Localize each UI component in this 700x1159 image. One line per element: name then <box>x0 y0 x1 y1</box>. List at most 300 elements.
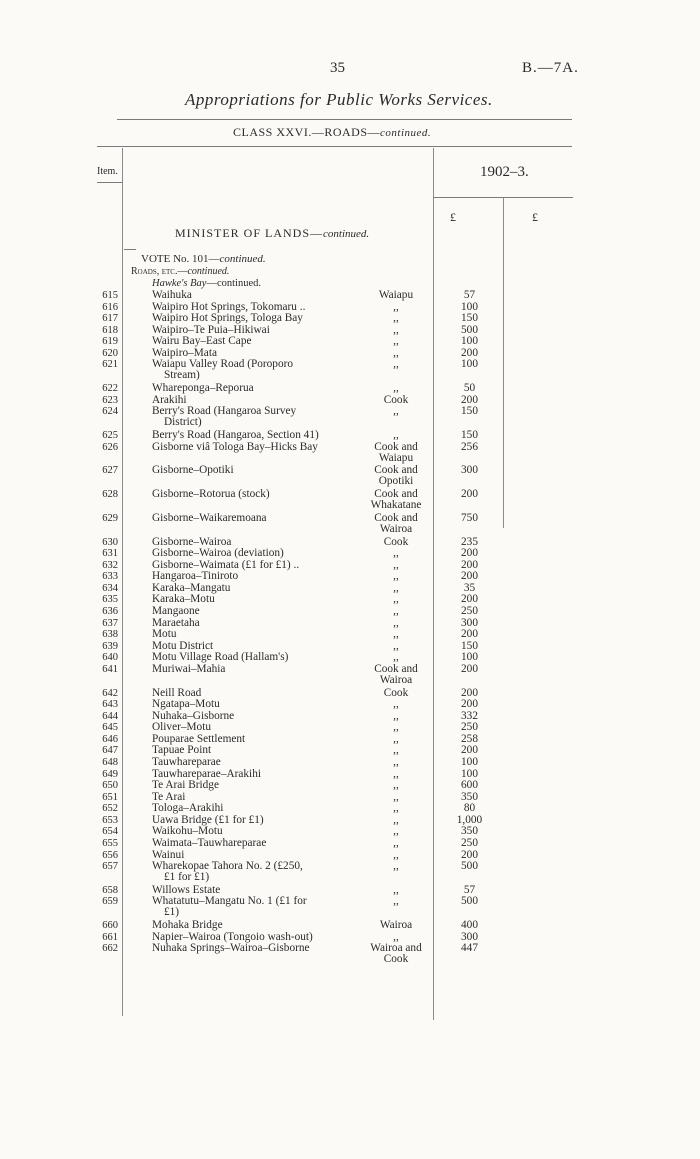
road-name-line: Waihuka <box>152 289 192 301</box>
item-number: 655 <box>102 837 118 849</box>
amount: 400 <box>461 919 478 932</box>
county-line: Cook <box>383 686 409 699</box>
road-name <box>152 302 344 313</box>
road-name-line: Karaka–Mangatu <box>152 581 231 594</box>
county-line: ,, <box>393 767 399 780</box>
amount: 80 <box>463 802 476 815</box>
road-name <box>152 711 344 722</box>
item-number: 630 <box>102 536 118 548</box>
county-line: ,, <box>393 581 399 594</box>
county-line: ,, <box>393 860 399 873</box>
header-top-rule <box>97 146 572 147</box>
county-line: ,, <box>393 639 399 652</box>
county <box>360 325 432 336</box>
road-name <box>152 336 344 347</box>
county <box>360 734 432 745</box>
item-number: 660 <box>102 920 118 932</box>
item-number: 637 <box>102 617 118 629</box>
county-continuation: Opotiki <box>378 475 414 488</box>
amount: 350 <box>461 790 478 803</box>
road-name <box>152 359 344 381</box>
road-name-continuation: District) <box>164 416 202 429</box>
item-number: 643 <box>102 699 118 711</box>
amount: 500 <box>461 895 478 908</box>
amount: 50 <box>463 382 476 395</box>
road-name-line: Whareponga–Reporua <box>152 382 254 395</box>
county <box>360 594 432 605</box>
county <box>360 583 432 594</box>
item-header-rule <box>97 182 122 183</box>
amount: 250 <box>461 604 478 617</box>
section-heading <box>175 226 369 241</box>
county <box>360 920 432 931</box>
county <box>360 548 432 559</box>
road-name <box>152 290 344 301</box>
county <box>360 688 432 699</box>
class-label-suffix: continued. <box>380 127 432 139</box>
county-line: ,, <box>393 628 399 641</box>
county <box>360 618 432 629</box>
amount: 200 <box>461 393 478 406</box>
class-heading <box>233 125 431 140</box>
county-line: ,, <box>393 358 399 371</box>
county-line: ,, <box>393 756 399 768</box>
amount: 200 <box>461 547 478 560</box>
road-name-line: Karaka–Motu <box>152 593 215 606</box>
vote-underline-stub <box>124 249 136 250</box>
county-line: ,, <box>393 570 399 583</box>
road-name <box>152 442 344 453</box>
county <box>360 313 432 324</box>
county-line: Cook and <box>374 662 418 675</box>
item-number: 656 <box>102 849 118 861</box>
road-name <box>152 606 344 617</box>
amount: 447 <box>461 942 478 955</box>
road-name-line: Ngatapa–Motu <box>152 698 220 711</box>
item-number: 639 <box>102 640 118 652</box>
road-name-line: Motu Village Road (Hallam's) <box>152 651 289 664</box>
county <box>360 336 432 347</box>
road-name <box>152 406 344 428</box>
amount: 100 <box>461 756 478 768</box>
item-number: 651 <box>102 791 118 803</box>
road-name <box>152 489 344 500</box>
item-number: 635 <box>102 594 118 606</box>
road-name-line: Pouparae Settlement <box>152 732 246 745</box>
amount: 300 <box>461 930 478 943</box>
road-name-line: Mangaone <box>152 604 200 617</box>
amount-column-divider <box>433 148 434 1020</box>
amount: 57 <box>463 883 476 896</box>
county <box>360 606 432 617</box>
road-name <box>152 618 344 629</box>
road-name <box>152 861 344 883</box>
item-number: 636 <box>102 605 118 617</box>
amount: 200 <box>461 558 478 571</box>
amount: 300 <box>461 464 478 477</box>
item-column-divider <box>122 148 123 1016</box>
road-name-continuation: £1 for £1) <box>164 871 210 884</box>
item-number: 647 <box>102 745 118 757</box>
county <box>360 896 432 907</box>
item-number: 618 <box>102 324 118 336</box>
road-name-line: Hangaroa–Tiniroto <box>152 570 239 583</box>
road-name-line: Tauwhareparae–Arakihi <box>152 767 261 780</box>
road-name <box>152 932 344 943</box>
county-continuation: Wairoa <box>379 673 413 686</box>
amount: 200 <box>461 570 478 583</box>
item-number: 625 <box>102 430 118 442</box>
road-name <box>152 560 344 571</box>
road-name-line: Waipiro–Te Puia–Hikiwai <box>152 323 270 336</box>
item-number: 626 <box>102 441 118 453</box>
road-name <box>152 348 344 359</box>
county-line: ,, <box>393 616 399 629</box>
county-line: ,, <box>393 883 399 896</box>
amount: 100 <box>461 651 478 664</box>
county <box>360 943 432 965</box>
road-name <box>152 803 344 814</box>
amount: 200 <box>461 346 478 359</box>
road-name <box>152 383 344 394</box>
amount: 350 <box>461 825 478 838</box>
amount: 250 <box>461 836 478 849</box>
road-name-line: Arakihi <box>152 393 187 406</box>
county-line: ,, <box>393 323 399 336</box>
item-number: 659 <box>102 896 118 908</box>
county <box>360 792 432 803</box>
county-line: ,, <box>393 802 399 815</box>
county-continuation: Whakatane <box>370 499 422 512</box>
road-name <box>152 769 344 780</box>
amount: 250 <box>461 721 478 734</box>
county <box>360 664 432 686</box>
road-name-line: Waimata–Tauwhareparae <box>152 836 267 849</box>
county-line: ,, <box>393 836 399 849</box>
road-name-line: Tologa–Arakihi <box>152 802 224 815</box>
road-name <box>152 430 344 441</box>
region-suffix: —continued. <box>206 278 261 289</box>
county <box>360 430 432 441</box>
amount: 200 <box>461 628 478 641</box>
currency-symbol-2: £ <box>532 210 538 224</box>
road-name-line: Tapuae Point <box>152 744 212 757</box>
year-column-header: 1902–3. <box>480 164 529 180</box>
road-name <box>152 920 344 931</box>
item-number: 640 <box>102 652 118 664</box>
item-number: 652 <box>102 803 118 815</box>
county <box>360 513 432 535</box>
item-number: 622 <box>102 383 118 395</box>
county-line: ,, <box>393 651 399 664</box>
item-number: 653 <box>102 814 118 826</box>
county-line: ,, <box>393 825 399 838</box>
road-name <box>152 641 344 652</box>
amount: 300 <box>461 616 478 629</box>
road-name-line: Waikohu–Motu <box>152 825 223 838</box>
amount: 200 <box>461 488 478 501</box>
item-number: 658 <box>102 884 118 896</box>
county-line: ,, <box>393 930 399 943</box>
roads-label: Roads, etc.— <box>131 266 188 277</box>
road-name <box>152 537 344 548</box>
county-line: ,, <box>393 346 399 359</box>
item-number: 645 <box>102 722 118 734</box>
item-number: 649 <box>102 768 118 780</box>
road-name-line: Wharekopae Tahora No. 2 (£250, <box>152 860 303 873</box>
road-name <box>152 850 344 861</box>
county-line: ,, <box>393 405 399 418</box>
county-line: Wairoa and <box>370 942 422 955</box>
page-title: Appropriations for Public Works Services. <box>185 90 493 109</box>
amount: 100 <box>461 300 478 313</box>
road-name-line: Nuhaka Springs–Wairoa–Gisborne <box>152 942 310 955</box>
county-continuation: Waiapu <box>378 451 414 464</box>
road-name <box>152 699 344 710</box>
region-heading <box>152 278 261 289</box>
road-name <box>152 943 344 954</box>
county-line: ,, <box>393 698 399 711</box>
road-name <box>152 745 344 756</box>
road-name-line: Napier–Wairoa (Tongoio wash-out) <box>152 930 313 943</box>
county-line: Wairoa <box>379 919 413 932</box>
county-line: Cook and <box>374 511 418 524</box>
amount: 235 <box>461 535 478 548</box>
county-line: ,, <box>393 779 399 792</box>
item-number: 650 <box>102 780 118 792</box>
road-name-line: Berry's Road (Hangaroa Survey <box>152 405 297 418</box>
county <box>360 489 432 511</box>
county-line: Waiapu <box>378 289 414 301</box>
county <box>360 442 432 464</box>
road-name-line: Gisborne–Waikaremoana <box>152 511 267 524</box>
county <box>360 302 432 313</box>
item-number: 631 <box>102 548 118 560</box>
vote-label: VOTE No. 101— <box>141 253 220 265</box>
county-line: ,, <box>393 709 399 722</box>
road-name <box>152 583 344 594</box>
road-name-line: Waiapu Valley Road (Poroporo <box>152 358 294 371</box>
road-name-line: Tauwhareparae <box>152 756 221 768</box>
amount: 1,000 <box>456 813 483 826</box>
road-name-line: Gisborne–Opotiki <box>152 464 234 477</box>
item-column-header: Item. <box>97 166 118 177</box>
county <box>360 803 432 814</box>
county-line: Cook <box>383 535 409 548</box>
county-line: ,, <box>393 312 399 325</box>
county <box>360 885 432 896</box>
item-number: 641 <box>102 663 118 675</box>
road-name-line: Berry's Road (Hangaroa, Section 41) <box>152 429 319 442</box>
amount: 500 <box>461 860 478 873</box>
county-line: ,, <box>393 558 399 571</box>
county <box>360 850 432 861</box>
road-name <box>152 792 344 803</box>
road-name-line: Waipiro–Mata <box>152 346 217 359</box>
class-label: CLASS XXVI.—ROADS— <box>233 125 381 139</box>
amount: 256 <box>461 440 478 453</box>
county <box>360 652 432 663</box>
road-name <box>152 594 344 605</box>
item-number: 616 <box>102 301 118 313</box>
road-name-line: Te Arai Bridge <box>152 779 219 792</box>
amount: 35 <box>463 581 476 594</box>
road-name <box>152 722 344 733</box>
minister-suffix: continued. <box>323 228 370 240</box>
item-number: 624 <box>102 406 118 418</box>
item-number: 623 <box>102 394 118 406</box>
road-name <box>152 664 344 675</box>
county-line: ,, <box>393 300 399 313</box>
item-number: 661 <box>102 931 118 943</box>
road-name-line: Gisborne–Rotorua (stock) <box>152 488 270 501</box>
road-name-line: Neill Road <box>152 686 202 699</box>
road-name <box>152 757 344 768</box>
minister-label: MINISTER OF LANDS— <box>175 226 324 240</box>
road-name-line: Gisborne–Waimata (£1 for £1) .. <box>152 558 300 571</box>
road-name-line: Muriwai–Mahia <box>152 662 226 675</box>
road-name-line: Nuhaka–Gisborne <box>152 709 235 722</box>
item-number: 617 <box>102 313 118 325</box>
page-number: 35 <box>330 60 345 76</box>
roads-suffix: continued. <box>187 266 230 277</box>
road-name <box>152 325 344 336</box>
amount: 57 <box>463 289 476 301</box>
title-rule <box>117 119 572 120</box>
county-line: ,, <box>393 732 399 745</box>
road-name-line: Gisborne–Wairoa <box>152 535 232 548</box>
county <box>360 711 432 722</box>
road-name <box>152 896 344 918</box>
road-name <box>152 465 344 476</box>
road-name-line: Te Arai <box>152 790 186 803</box>
county-line: ,, <box>393 604 399 617</box>
county-line: ,, <box>393 429 399 442</box>
county-line: ,, <box>393 744 399 757</box>
road-name <box>152 885 344 896</box>
road-name <box>152 815 344 826</box>
second-amount-divider <box>503 198 504 528</box>
county <box>360 769 432 780</box>
road-name-line: Gisborne viâ Tologa Bay–Hicks Bay <box>152 440 318 453</box>
county <box>360 641 432 652</box>
item-number: 632 <box>102 559 118 571</box>
item-number: 633 <box>102 571 118 583</box>
county <box>360 745 432 756</box>
item-number: 642 <box>102 687 118 699</box>
amount: 200 <box>461 593 478 606</box>
amount: 200 <box>461 686 478 699</box>
road-name <box>152 395 344 406</box>
road-name <box>152 513 344 524</box>
county <box>360 861 432 872</box>
item-number: 621 <box>102 359 118 371</box>
road-name-line: Waipiro Hot Springs, Tologa Bay <box>152 312 303 325</box>
item-number: 654 <box>102 826 118 838</box>
county-line: ,, <box>393 547 399 560</box>
county-line: ,, <box>393 790 399 803</box>
road-name <box>152 548 344 559</box>
amount: 200 <box>461 848 478 861</box>
amount: 258 <box>461 732 478 745</box>
county <box>360 348 432 359</box>
road-name <box>152 652 344 663</box>
region-label: Hawke's Bay <box>152 278 207 289</box>
county-line: Cook and <box>374 464 418 477</box>
item-number: 638 <box>102 629 118 641</box>
county-line: ,, <box>393 721 399 734</box>
item-number: 657 <box>102 861 118 873</box>
amount: 200 <box>461 744 478 757</box>
vote-heading <box>141 253 266 265</box>
road-name-line: Uawa Bridge (£1 for £1) <box>152 813 264 826</box>
amount: 150 <box>461 429 478 442</box>
road-name <box>152 313 344 324</box>
county <box>360 359 432 370</box>
county-line: ,, <box>393 382 399 395</box>
county-line: Cook and <box>374 440 418 453</box>
item-number: 628 <box>102 489 118 501</box>
county <box>360 699 432 710</box>
county-line: Cook and <box>374 488 418 501</box>
amount: 150 <box>461 405 478 418</box>
county-line: ,, <box>393 895 399 908</box>
road-name <box>152 838 344 849</box>
county <box>360 465 432 487</box>
county <box>360 290 432 301</box>
road-name-line: Waipiro Hot Springs, Tokomaru .. <box>152 300 306 313</box>
county-continuation: Wairoa <box>379 522 413 535</box>
amount: 100 <box>461 358 478 371</box>
county <box>360 383 432 394</box>
amount: 200 <box>461 698 478 711</box>
road-name-line: Whatatutu–Mangatu No. 1 (£1 for <box>152 895 307 908</box>
county <box>360 722 432 733</box>
amount: 150 <box>461 639 478 652</box>
county <box>360 537 432 548</box>
amount: 100 <box>461 335 478 348</box>
amount: 750 <box>461 511 478 524</box>
county-line: ,, <box>393 593 399 606</box>
road-name-line: Mohaka Bridge <box>152 919 223 932</box>
currency-symbol-1: £ <box>450 210 456 224</box>
road-name <box>152 780 344 791</box>
item-number: 619 <box>102 336 118 348</box>
county-continuation: Cook <box>383 953 409 966</box>
vote-suffix: continued. <box>219 253 266 265</box>
road-name-line: Wairu Bay–East Cape <box>152 335 252 348</box>
item-number: 620 <box>102 347 118 359</box>
road-name <box>152 826 344 837</box>
amount: 100 <box>461 767 478 780</box>
amount: 150 <box>461 312 478 325</box>
county <box>360 815 432 826</box>
county <box>360 560 432 571</box>
road-name <box>152 629 344 640</box>
road-name-continuation: Stream) <box>164 369 200 382</box>
road-name-line: Motu District <box>152 639 214 652</box>
document-reference: B.—7A. <box>522 60 579 76</box>
road-name <box>152 734 344 745</box>
item-number: 662 <box>102 943 118 955</box>
item-number: 646 <box>102 733 118 745</box>
county-line: Cook <box>383 393 409 406</box>
county-line: ,, <box>393 335 399 348</box>
county <box>360 838 432 849</box>
item-number: 627 <box>102 465 118 477</box>
county <box>360 757 432 768</box>
amount: 500 <box>461 323 478 336</box>
